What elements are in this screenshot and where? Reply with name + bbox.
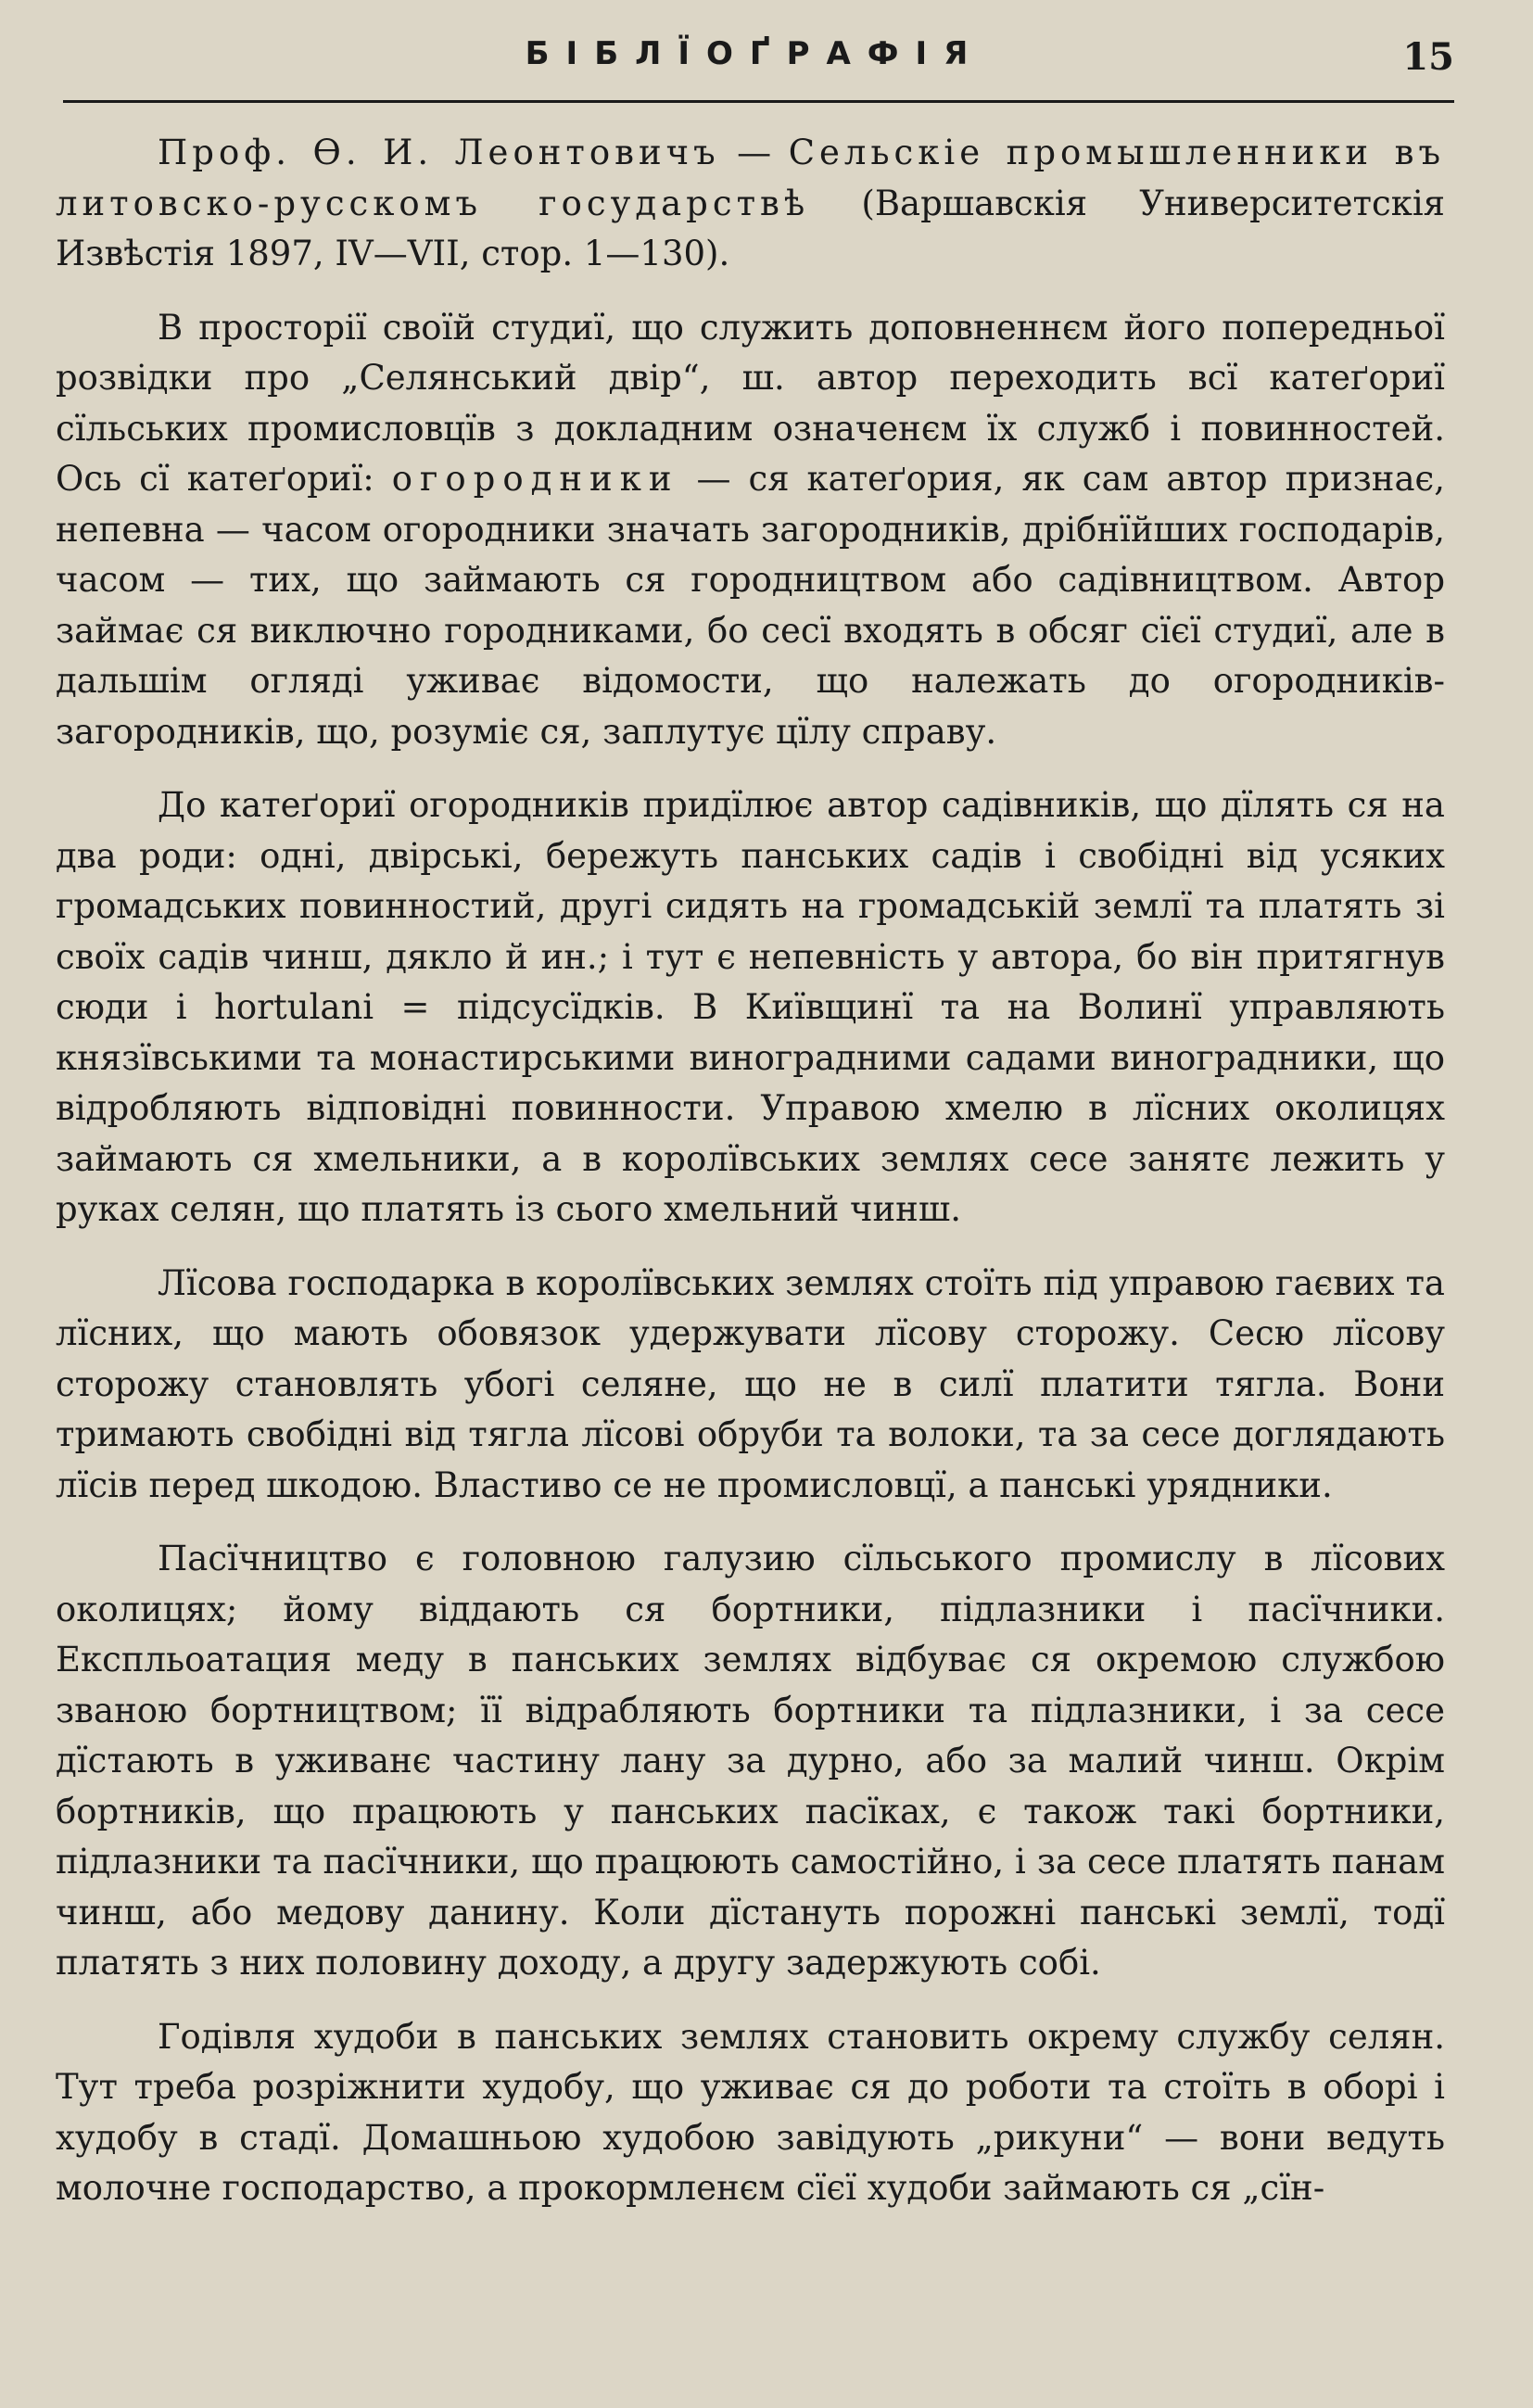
paragraph-1-end: — ся катеґория, як сам автор признає, непевна — часом огородники значать загородників, дрібнїйших господарів, часом — тих, що займають ся городництвом або садівництвом. Автор займає ся виключно городниками, бо сесї входять в обсяг сїєї студиї, але в дальшім огляді уживає відомости, що належать до огородників-загородників, що, розуміє ся, заплутує цїлу справу. bbox=[56, 459, 1445, 752]
citation-dash: — bbox=[719, 133, 789, 172]
citation-title: Сельскіе промышленники въ литовско-русскомъ государствѣ bbox=[56, 133, 1445, 223]
page-number: 15 bbox=[1402, 35, 1454, 79]
paragraph-1-term: огородники bbox=[391, 459, 679, 499]
citation bbox=[56, 128, 1445, 280]
page-body bbox=[56, 128, 1445, 2214]
header-rule bbox=[63, 100, 1454, 103]
paragraph-3: Лїсова господарка в королївських землях стоїть під управою гаєвих та лїсних, що мають обовязок удержувати лїсову сторожу. Сесю лїсову сторожу становлять убогі селяне, що не в силї платити тягла. Вони тримають свобідні від тягла лїсові обруби та волоки, та за сесе доглядають лїсів перед шкодою. Властиво се не промисловцї, а панські урядники. bbox=[56, 1262, 1445, 1505]
running-head bbox=[56, 26, 1454, 91]
citation-source: (Варшавскія Университетскія Извѣстія 1897, IV—VII, стор. 1—130). bbox=[56, 183, 1445, 273]
paragraph-5: Годівля худоби в панських землях становить окрему службу селян. Тут треба розріжнити худобу, що уживає ся до роботи та стоїть в оборі і худобу в стадї. Домашньою худобою завідують „рикуни“ — вони ведуть молочне господарство, а прокормленєм сїєї худоби займають ся „сїн- bbox=[56, 2016, 1445, 2208]
paragraph-4: Пасїчництво є головною галузию сїльського промислу в лїсових околицях; йому віддають ся бортники, підлазники і пасїчники. Експльоатация меду в панських землях відбуває ся окремою службою званою бортництвом; її відрабляють бортники та підлазники, і за сесе дїстають в уживанє частину лану за дурно, або за малий чинш. Окрім бортників, що працюють у панських пасїках, є також такі бортники, підлазники та пасїчники, що працюють самостійно, і за сесе платять панам чинш, або медову данину. Коли дїстануть порожні панські землї, тодї платять з них половину доходу, а другу задержують собі. bbox=[56, 1539, 1445, 1983]
citation-author: Проф. Ѳ. И. Леонтовичъ bbox=[158, 133, 720, 172]
section-title: БІБЛЇОҐРАФІЯ bbox=[525, 35, 985, 72]
paragraph-1-start: В просторії своїй студиї, що служить доповненнєм його попередньої розвідки про „Селянський двір“, ш. автор переходить всї катеґориї сїльських промисловцїв з докладним означенєм їх служб і повинностей. Ось сї катеґориї: bbox=[56, 307, 1445, 499]
paragraph-1 bbox=[56, 303, 1445, 758]
paragraph-2: До катеґориї огородників придїлює автор садівників, що дїлять ся на два роди: одні, двірські, бережуть панських садів і свобідні від усяких громадських повинностий, другі сидять на громадській землї та платять зі своїх садів чинш, дякло й ин.; і тут є непевність у автора, бо він притягнув сюди і hortulani = підсусїдків. В Київщинї та на Волинї управляють князївськими та монастирськими виноградними садами виноградники, що відробляють відповідні повинности. Управою хмелю в лїсних околицях займають ся хмельники, а в королївських землях сесе занятє лежить у руках селян, що платять із сього хмельний чинш. bbox=[56, 785, 1445, 1229]
